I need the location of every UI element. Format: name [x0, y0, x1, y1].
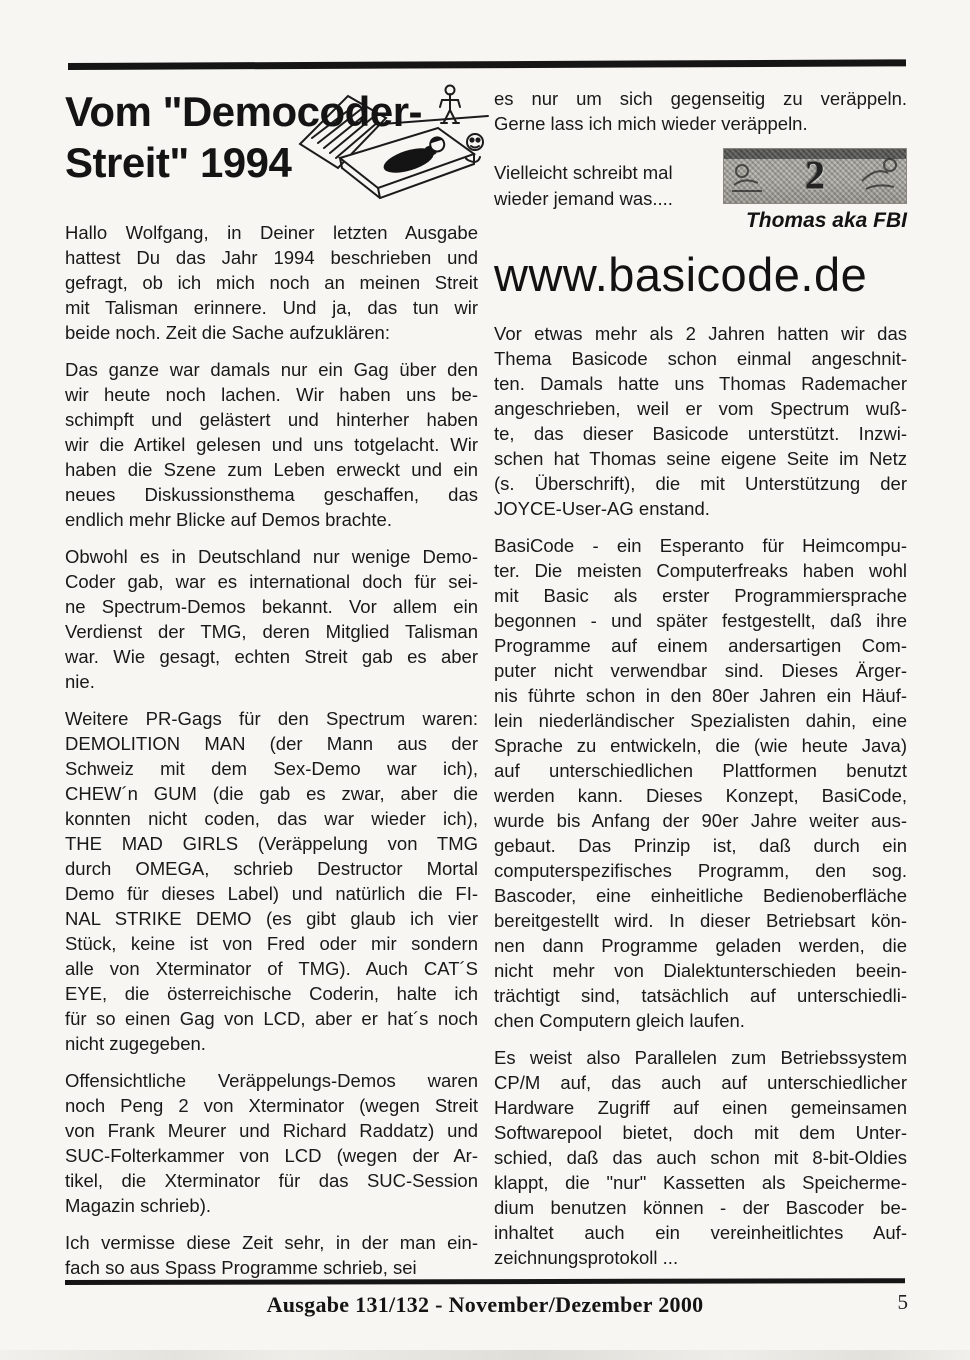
article-title-block [65, 86, 478, 208]
paragraph: Es weist also Parallelen zum Betriebssystem CP/M auf, das auch auf unterschiedlicher Hardware Zugriff auf einen gemeinsamen Softwarepool bietet, doch mit dem Unter- schied, daß das auch schon mit 8-bit-Oldies klappt, die "nur" Kassetten als Speicherme- dium benutzen können - der Bascoder be- inhaltet auch ein vereinheitlichtes Auf- zeichnungsprotokoll ... [494, 1047, 907, 1268]
note-text: Vielleicht schreibt mal wieder jemand was.... [494, 162, 673, 209]
page-content [65, 86, 907, 1292]
paragraph: es nur um sich gegenseitig zu veräppeln. Gerne lass ich mich wieder veräppeln. [494, 88, 907, 134]
paragraph: Weitere PR-Gags für den Spectrum waren: DEMOLITION MAN (der Mann aus der Schweiz mit dem Sex-Demo war ich), CHEW´n GUM (die gab es zwar, aber die konnten nicht coden, das war wieder ich), THE MAD GIRLS (Veräppelung von TMG durch OMEGA, schrieb Destructor Mortal Demo für dieses Label) und natürlich die FI- NAL STRIKE DEMO (es gibt glaub ich vier Stück, keine ist von Fred oder mir sondern alle von Xterminator of TMG). Auch CAT´S EYE, die österreichische Coderin, halte ich für so einen Gag von LCD, aber er hat´s noch nicht zugegeben. [65, 708, 478, 1054]
article-column-left [65, 86, 478, 1292]
paragraph: Obwohl es in Deutschland nur wenige Demo- Coder gab, war es international doch für sei- ne Spectrum-Demos bekannt. Vor allem ein Verdienst der TMG, deren Mitglied Talisman war. Wie gesagt, echten Streit gab es aber nie. [65, 546, 478, 692]
top-rule-divider [68, 59, 906, 70]
photo-number-overlay: 2 [805, 152, 825, 198]
bottom-scan-artifact [0, 1350, 970, 1360]
article-column-right [494, 86, 907, 1292]
photo-figure [723, 148, 907, 233]
footer-page-number: 5 [897, 1290, 908, 1314]
paragraph: Das ganze war damals nur ein Gag über den wir heute noch lachen. Wir haben uns be- schimpft und gelästert und hinterher haben wir die Artikel gelesen und uns totgelacht. Wir haben die Szene zum Leben erweckt und ein neues Diskussionsthema geschaffen, das endlich mehr Blicke auf Demos brachte. [65, 359, 478, 530]
photo-caption: Thomas aka FBI [745, 209, 907, 232]
paragraph: BasiCode - ein Esperanto für Heimcompu- ter. Die meisten Computerfreaks haben wohl mit Basic als erster Programmiersprache begonnen - und später festgestellt, daß ihre Programme auf einem andersartigen Com- puter nicht verwendbar sind. Dieses Ärger- nis führte schon in den 80er Jahren ein Häuf- lein niederländischer Spezialisten dahin, eine Sprache zu entwickeln, die (wie heute Java) auf unterschiedlichen Plattformen benutzt werden kann. Dieses Konzept, BasiCode, wurde bis Anfang der 90er Jahre weiter aus- gebaut. Das Prinzip ist, daß durch ein computerspezifisches Programm, den sog. Bascoder, eine einheitliche Bedienoberfläche bereitgestellt wird. In dieser Betriebsart kön- nen dann Programme geladen werden, die nicht mehr von Dialektunterschieden beein- trächtigt sind, tatsächlich auf unterschiedli- chen Computern gleich laufen. [494, 535, 907, 1031]
paragraph: Ich vermisse diese Zeit sehr, in der man ein- fach so aus Spass Programme schrieb, sei [65, 1232, 478, 1278]
halftone-photo [723, 148, 907, 204]
footer-issue-text: Ausgabe 131/132 - November/Dezember 2000 [266, 1292, 704, 1317]
paragraph: Offensichtliche Veräppelungs-Demos waren noch Peng 2 von Xterminator (wegen Streit von Frank Meurer und Richard Raddatz) und SUC-Folterkammer von LCD (wegen der Ar- tikel, die Xterminator für das SUC-Session Magazin schrieb). [65, 1070, 478, 1216]
article-title: Vom "Democoder- Streit" 1994 [65, 88, 423, 186]
section-heading-basicode: www.basicode.de [494, 248, 868, 301]
paragraph: Hallo Wolfgang, in Deiner letzten Ausgabe hattest Du das Jahr 1994 beschrieben und gefragt, ob ich mich noch an meinen Streit mit Talisman erinnere. Und ja, das tun wir beide noch. Zeit die Sache aufzuklären: [65, 222, 478, 343]
photo-right-doodle [856, 155, 902, 197]
paragraph: Vor etwas mehr als 2 Jahren hatten wir das Thema Basicode schon einmal angeschnit- ten. Damals hatte uns Thomas Rademacher angeschrieben, weil er vom Spectrum wuß- te, das dieser Basicode unterstützt. Inzwi- schen hat Thomas seine eigene Seite im Netz (s. Überschrift), die mit Unterstützung der JOYCE-User-AG enstand. [494, 323, 907, 519]
photo-left-doodle [730, 161, 770, 195]
note-and-photo-row [494, 148, 907, 233]
